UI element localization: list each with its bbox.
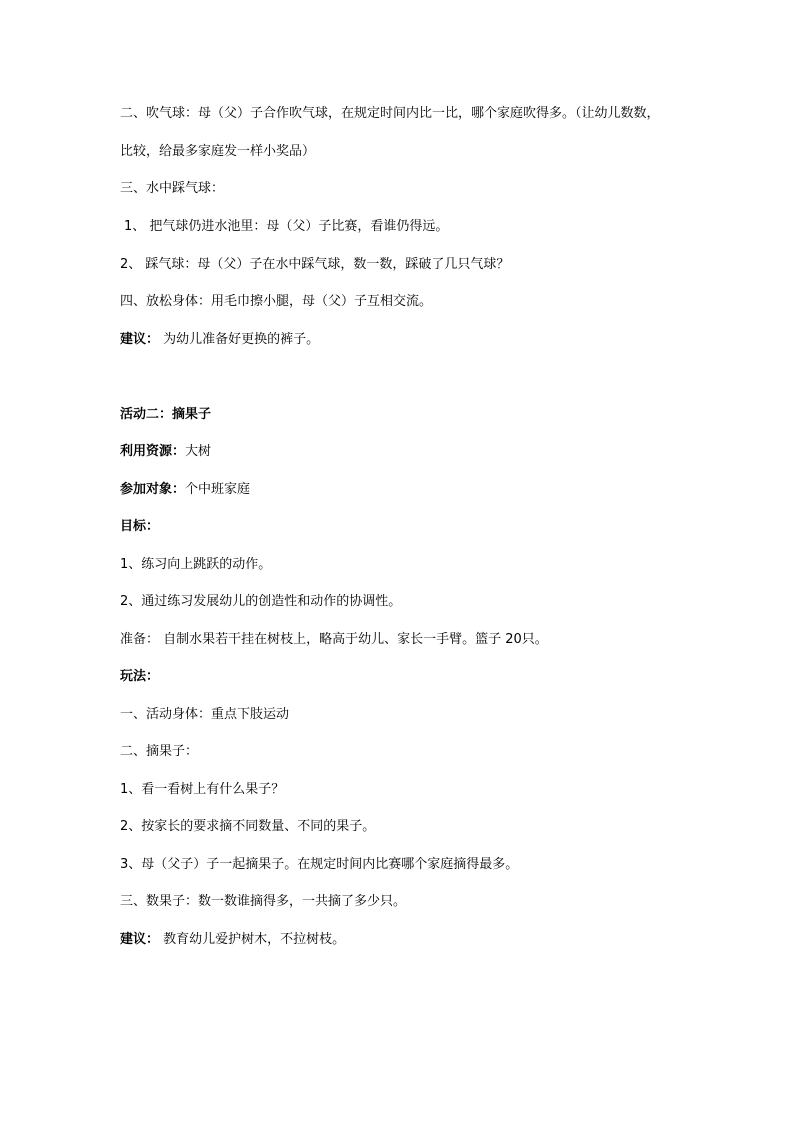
resource-value: 大树 xyxy=(185,444,212,459)
preparation: 准备： 自制水果若干挂在树枝上，略高于幼儿、家长一手臂。篮子 20只。 xyxy=(120,632,548,647)
play-2: 二、摘果子： xyxy=(120,744,199,759)
play-3: 三、数果子：数一数谁摘得多，一共摘了多少只。 xyxy=(120,894,407,909)
step-throw-balloon: 1、 把气球仍进水池里：母（父）子比赛，看谁仍得远。 xyxy=(124,219,449,234)
step-stomp-balloon: 2、 踩气球：母（父）子在水中踩气球，数一数，踩破了几只气球？ xyxy=(120,257,510,272)
advice-2 xyxy=(120,931,753,949)
play-1: 一、活动身体：重点下肢运动 xyxy=(120,707,290,722)
game-blow-balloon: 二、吹气球：母（父）子合作吹气球，在规定时间内比一比，哪个家庭吹得多。（让幼儿数数， xyxy=(120,106,660,121)
advice-label: 建议： xyxy=(120,932,160,947)
target-label: 参加对象： xyxy=(120,482,186,497)
activity-2-title: 活动二：摘果子 xyxy=(120,407,212,422)
resource-label: 利用资源： xyxy=(120,444,186,459)
target-line xyxy=(120,481,753,499)
game-relax: 四、放松身体：用毛巾擦小腿，母（父）子互相交流。 xyxy=(120,294,433,309)
advice-1 xyxy=(120,331,753,349)
goal-2: 2、通过练习发展幼儿的创造性和动作的协调性。 xyxy=(120,594,402,609)
goal-1: 1、练习向上跳跃的动作。 xyxy=(120,557,272,572)
play-2-1: 1、看一看树上有什么果子？ xyxy=(120,782,285,797)
game-step-balloon-heading: 三、水中踩气球： xyxy=(120,181,225,196)
resource-line xyxy=(120,443,753,461)
advice-text: 教育幼儿爱护树木，不拉树枝。 xyxy=(159,932,346,947)
advice-label: 建议： xyxy=(120,332,160,347)
game-blow-balloon-cont: 比较，给最多家庭发一样小奖品） xyxy=(120,144,316,159)
target-value: 个中班家庭 xyxy=(185,482,251,497)
play-2-2: 2、按家长的要求摘不同数量、不同的果子。 xyxy=(120,819,376,834)
goal-heading: 目标： xyxy=(120,519,160,534)
play-2-3: 3、母（父子）子一起摘果子。在规定时间内比赛哪个家庭摘得最多。 xyxy=(120,857,519,872)
advice-text: 为幼儿准备好更换的裤子。 xyxy=(159,332,320,347)
play-heading: 玩法： xyxy=(120,669,160,684)
